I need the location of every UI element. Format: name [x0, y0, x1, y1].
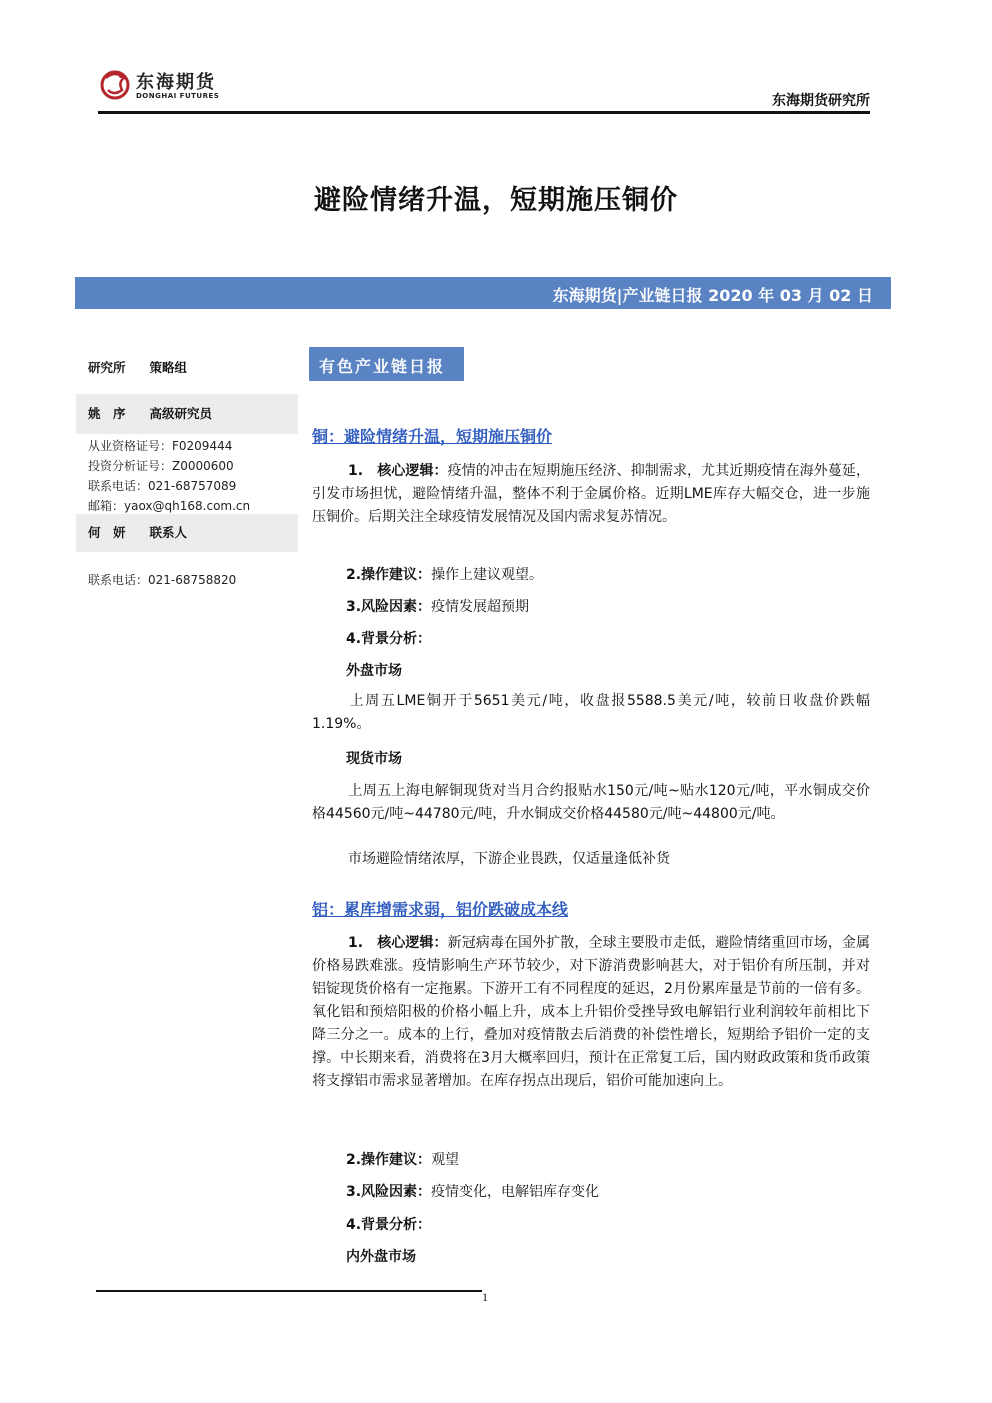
- aluminum-background-label: 4.背景分析：: [346, 1217, 432, 1233]
- analyst1-role: 高级研究员: [149, 406, 213, 421]
- aluminum-market-title: 内外盘市场: [346, 1249, 416, 1265]
- analyst2-role: 联系人: [149, 525, 188, 540]
- copper-background-label: 4.背景分析：: [346, 631, 432, 647]
- copper-spot-text: 上周五上海电解铜现货对当月合约报贴水150元/吨~贴水120元/吨，平水铜成交价格44560元/吨~44780元/吨，升水铜成交价格44580元/吨~44800元/吨。: [312, 783, 870, 822]
- copper-outer-market-title: 外盘市场: [346, 663, 402, 679]
- copper-core-logic: [312, 460, 870, 529]
- copper-op-text: 操作上建议观望。: [431, 567, 544, 583]
- copper-core-label: 1. 核心逻辑：: [348, 463, 448, 479]
- copper-risk: [346, 596, 529, 616]
- aluminum-core-logic: [312, 932, 870, 1093]
- aluminum-risk-text: 疫情变化，电解铝库存变化: [431, 1184, 600, 1200]
- copper-spot-market-title: 现货市场: [346, 751, 402, 767]
- sidebar-group: [76, 358, 298, 376]
- date-banner: [75, 277, 891, 309]
- aluminum-risk-label: 3.风险因素：: [346, 1184, 432, 1200]
- analyst1-header: [76, 394, 298, 434]
- analyst1-invest-cert: 投资分析证号：Z0000600: [88, 459, 234, 473]
- analyst1-name: 姚 序: [88, 406, 126, 421]
- aluminum-operation: [346, 1149, 459, 1169]
- copper-outer-text: 上周五LME铜开于5651美元/吨，收盘报5588.5美元/吨，较前日收盘价跌幅1.19%。: [312, 693, 870, 732]
- dept-label: 研究所: [88, 360, 126, 375]
- section-tag-text: 有色产业链日报: [319, 357, 446, 376]
- institute-name: 东海期货研究所: [772, 93, 870, 109]
- company-logo: [98, 66, 238, 106]
- logo-text-cn: 东海期货: [136, 72, 216, 93]
- copper-core-text: 疫情的冲击在短期施压经济、抑制需求，尤其近期疫情在海外蔓延，引发市场担忧，避险情绪升温，整体不利于金属价格。近期LME库存大幅交仓，进一步施压铜价。后期关注全球疫情发展情况及国内需求复苏情况。: [312, 463, 871, 525]
- copper-op-label: 2.操作建议：: [346, 567, 432, 583]
- analyst2-name: 何 妍: [88, 525, 126, 540]
- footer-rule: [96, 1290, 482, 1292]
- banner-text: 东海期货|产业链日报 2020 年 03 月 02 日: [552, 286, 873, 305]
- logo-text-en: DONGHAI FUTURES: [136, 92, 220, 100]
- copper-outer-market: [312, 690, 870, 736]
- analyst1-phone: 联系电话：021-68757089: [88, 479, 237, 493]
- aluminum-core-label: 1. 核心逻辑：: [348, 935, 448, 951]
- copper-operation: [346, 564, 543, 584]
- page-number: 1: [482, 1290, 488, 1304]
- analyst1-cert: 从业资格证号：F0209444: [88, 439, 233, 453]
- author-sidebar: [76, 346, 298, 606]
- copper-spot-text2: 市场避险情绪浓厚，下游企业畏跌，仅适量逢低补货: [348, 851, 670, 867]
- report-title: 避险情绪升温，短期施压铜价: [314, 185, 678, 216]
- aluminum-heading[interactable]: 铝：累库增需求弱，铝价跌破成本线: [312, 900, 569, 919]
- section-tag: [309, 347, 464, 381]
- aluminum-core-text: 新冠病毒在国外扩散，全球主要股市走低，避险情绪重回市场，金属价格易跌难涨。疫情影响生产环节较少，对下游消费影响甚大，对于铝价有所压制，并对铝锭现货价格有一定拖累。下游开工有不同程度的延迟，2月份累库量是节前的一倍有多。氧化铝和预焙阳极的价格小幅上升，成本上升铝价受挫导致电解铝行业利润较年前相比下降三分之一。成本的上行，叠加对疫情散去后消费的补偿性增长，短期给予铝价一定的支撑。中长期来看，消费将在3月大概率回归，预计在正常复工后，国内财政政策和货币政策将支撑铝市需求显著增加。在库存拐点出现后，铝价可能加速向上。: [312, 935, 871, 1089]
- copper-risk-text: 疫情发展超预期: [431, 599, 530, 615]
- aluminum-risk: [346, 1181, 599, 1201]
- copper-spot-note: [312, 848, 870, 871]
- dragon-logo-icon: [98, 66, 132, 104]
- aluminum-op-text: 观望: [431, 1152, 460, 1168]
- team-label: 策略组: [149, 360, 188, 375]
- header-rule: [98, 111, 870, 114]
- analyst1-email[interactable]: 邮箱：yaox@qh168.com.cn: [88, 499, 251, 513]
- aluminum-op-label: 2.操作建议：: [346, 1152, 432, 1168]
- analyst2-phone: 联系电话：021-68758820: [88, 573, 237, 587]
- copper-risk-label: 3.风险因素：: [346, 599, 432, 615]
- copper-spot-market: [312, 780, 870, 826]
- copper-heading[interactable]: 铜：避险情绪升温，短期施压铜价: [312, 427, 553, 446]
- analyst2-header: [76, 514, 298, 552]
